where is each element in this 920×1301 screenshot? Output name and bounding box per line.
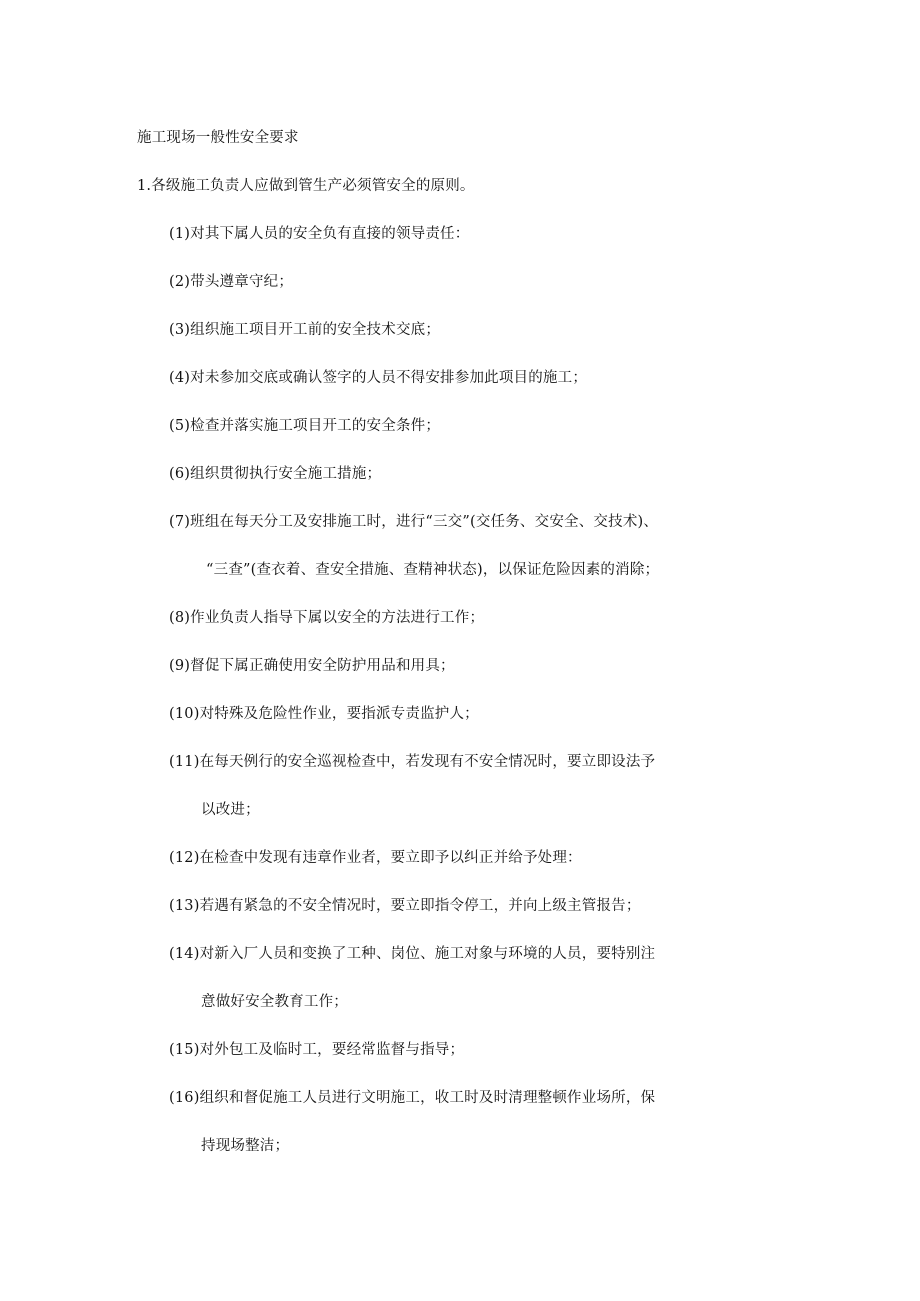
list-item-2: (2)带头遵章守纪；: [169, 274, 294, 290]
list-item-7-continuation: “三查”(查衣着、查安全措施、查精神状态)，以保证危险因素的消除；: [206, 562, 660, 578]
section-heading-1: 1.各级施工负责人应做到管生产必须管安全的原则。: [137, 178, 475, 194]
list-item-1: (1)对其下属人员的安全负有直接的领导责任：: [169, 226, 470, 242]
list-item-10: (10)对特殊及危险性作业，要指派专责监护人；: [169, 706, 479, 722]
list-item-12: (12)在检查中发现有违章作业者，要立即予以纠正并给予处理：: [169, 850, 582, 866]
list-item-9: (9)督促下属正确使用安全防护用品和用具；: [169, 658, 455, 674]
list-item-16-continuation: 持现场整洁；: [201, 1138, 290, 1154]
list-item-4: (4)对未参加交底或确认签字的人员不得安排参加此项目的施工；: [169, 370, 588, 386]
list-item-14-continuation: 意做好安全教育工作；: [201, 994, 348, 1010]
list-item-14: (14)对新入厂人员和变换了工种、岗位、施工对象与环境的人员，要特别注: [169, 946, 656, 962]
list-item-8: (8)作业负责人指导下属以安全的方法进行工作；: [169, 610, 485, 626]
list-item-11-continuation: 以改进；: [201, 802, 260, 818]
list-item-3: (3)组织施工项目开工前的安全技术交底；: [169, 322, 441, 338]
list-item-11: (11)在每天例行的安全巡视检查中，若发现有不安全情况时，要立即设法予: [169, 754, 656, 770]
document-title: 施工现场一般性安全要求: [137, 130, 299, 146]
list-item-6: (6)组织贯彻执行安全施工措施；: [169, 466, 382, 482]
list-item-15: (15)对外包工及临时工，要经常监督与指导；: [169, 1042, 465, 1058]
list-item-16: (16)组织和督促施工人员进行文明施工，收工时及时清理整顿作业场所，保: [169, 1090, 656, 1106]
list-item-7: (7)班组在每天分工及安排施工时，进行“三交”(交任务、交安全、交技术)、: [169, 514, 659, 530]
list-item-13: (13)若遇有紧急的不安全情况时，要立即指令停工，并向上级主管报告；: [169, 898, 641, 914]
list-item-5: (5)检查并落实施工项目开工的安全条件；: [169, 418, 441, 434]
